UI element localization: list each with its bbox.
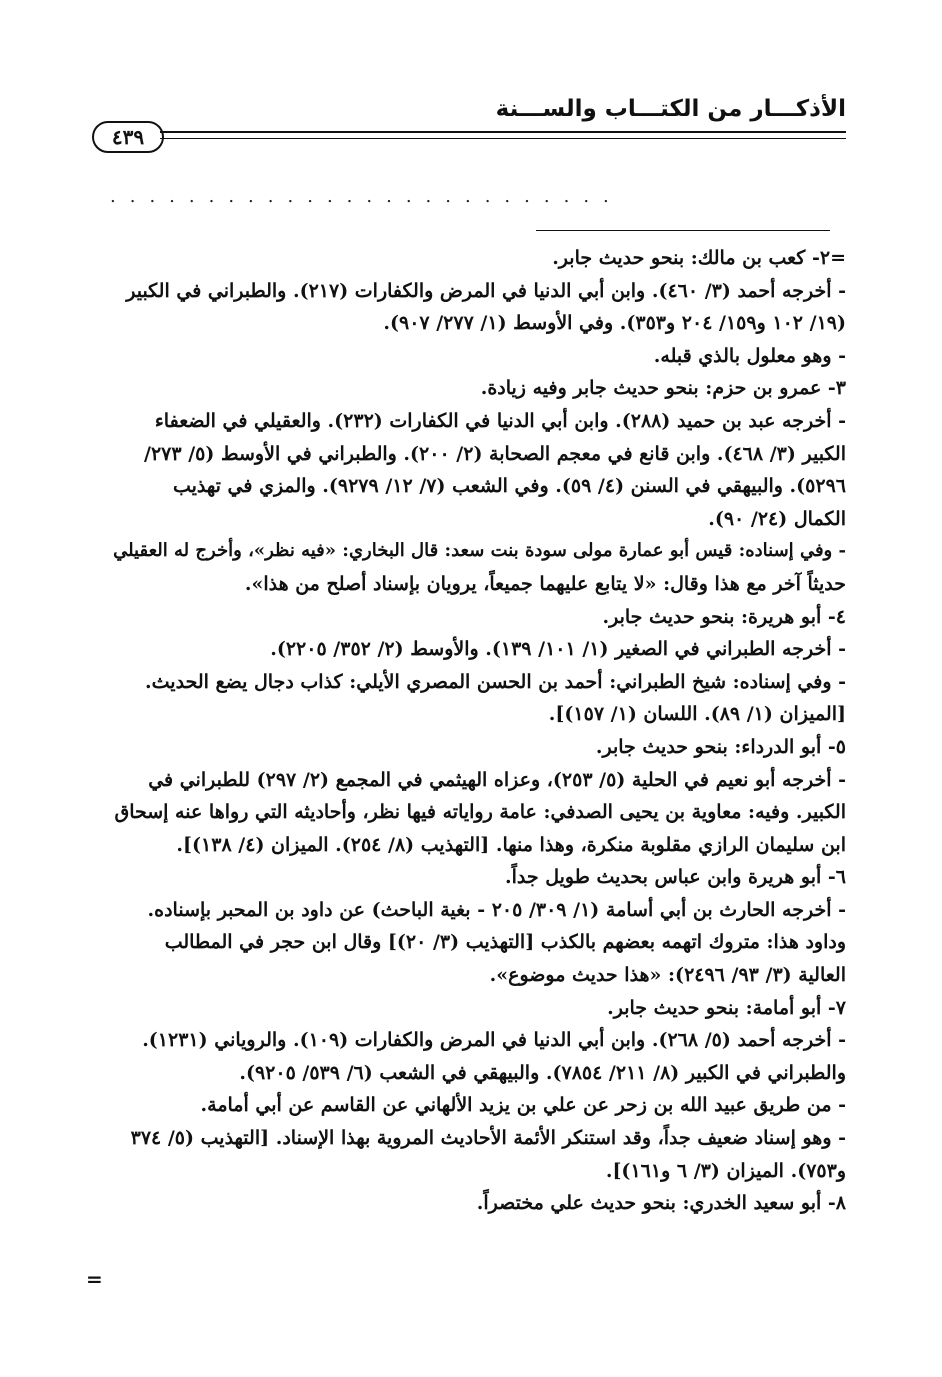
text-line: ٥- أبو الدرداء: بنحو حديث جابر. [595, 735, 846, 758]
text-line: - أخرجه أحمد (٥/ ٢٦٨). وابن أبي الدنيا في المرض والكفارات (١٠٩). والروياني (١٢٣١). [142, 1029, 846, 1052]
text-line: [الميزان (١/ ٨٩). اللسان (١/ ١٥٧)]. [548, 703, 846, 726]
text-line: - أخرجه أبو نعيم في الحلية (٥/ ٢٥٣)، وعزاه الهيثمي في المجمع (٢/ ٢٩٧) للطبراني في [148, 768, 846, 791]
text-line: والطبراني في الكبير (٨/ ٢١١/ ٧٨٥٤). والبيهقي في الشعب (٦/ ٥٣٩/ ٩٢٠٥). [239, 1061, 846, 1084]
text-line: - وفي إسناده: شيخ الطبراني: أحمد بن الحسن المصري الأيلي: كذاب دجال يضع الحديث. [145, 670, 846, 693]
text-line: الكبير (٣/ ٤٦٨). وابن قانع في معجم الصحابة (٢/ ٢٠٠). والطبراني في الأوسط (٥/ ٢٧٣/ [144, 442, 846, 465]
text-line: - من طريق عبيد الله بن زحر عن علي بن يزيد الألهاني عن القاسم عن أبي أمامة. [200, 1094, 846, 1117]
text-line: الكمال (٢٤/ ٩٠). [708, 507, 846, 530]
text-line: ٨- أبو سعيد الخدري: بنحو حديث علي مختصراً. [476, 1192, 846, 1215]
text-line: (١٩/ ١٠٢ و١٥٩/ ٢٠٤ و٣٥٣). وفي الأوسط (١/ ٢٧٧/ ٩٠٧). [383, 312, 846, 335]
text-line: ٤- أبو هريرة: بنحو حديث جابر. [602, 605, 846, 628]
text-line: - أخرجه عبد بن حميد (٢٨٨). وابن أبي الدنيا في الكفارات (٢٣٢). والعقيلي في الضعفاء [154, 409, 846, 432]
text-line: الكبير. وفيه: معاوية بن يحيى الصدفي: عامة رواياته فيها نظر، وأحاديثه التي رواها عنه إسحاق [114, 801, 846, 824]
text-line: ٦- أبو هريرة وابن عباس بحديث طويل جداً. [505, 866, 846, 889]
text-line: ٥٢٩٦). والبيهقي في السنن (٤/ ٥٩). وفي الشعب (٧/ ١٢/ ٩٢٧٩). والمزي في تهذيب [172, 475, 846, 498]
footnote-text [96, 242, 846, 1220]
text-line: - أخرجه الحارث بن أبي أسامة (١/ ٣٠٩/ ٢٠٥ - بغية الباحث) عن داود بن المحبر بإسناده. [147, 898, 846, 921]
text-line: - أخرجه أحمد (٣/ ٤٦٠). وابن أبي الدنيا في المرض والكفارات (٢١٧). والطبراني في الكبير [126, 279, 846, 302]
book-title: الأذكـــار من الكتـــاب والســـنة [495, 96, 846, 122]
text-line: - وهو إسناد ضعيف جداً، وقد استنكر الأئمة الأحاديث المروية بهذا الإسناد. [التهذيب (٥/ ٣٧٤ [130, 1127, 846, 1150]
header-rule-thin [160, 138, 846, 139]
text-line: =٢- كعب بن مالك: بنحو حديث جابر. [552, 247, 846, 269]
text-line: وداود هذا: متروك اتهمه بعضهم بالكذب [التهذيب (٣/ ٢٠)] وقال ابن حجر في المطالب [164, 931, 846, 954]
text-line: ٣- عمرو بن حزم: بنحو حديث جابر وفيه زيادة. [480, 377, 846, 400]
page-number: ٤٣٩ [92, 121, 164, 153]
text-line: ٧- أبو أمامة: بنحو حديث جابر. [607, 996, 846, 1019]
text-line: - وفي إسناده: قيس أبو عمارة مولى سودة بنت سعد: قال البخاري: «فيه نظر»، وأخرج له العقيلي [113, 540, 846, 562]
continuation-mark: = [86, 1267, 103, 1291]
text-line: العالية (٣/ ٩٣/ ٢٤٩٦): «هذا حديث موضوع». [489, 964, 846, 987]
text-line: ابن سليمان الرازي مقلوبة منكرة، وهذا منها. [التهذيب (٨/ ٢٥٤). الميزان (٤/ ١٣٨)]. [176, 833, 846, 856]
footnote-rule [536, 230, 830, 231]
text-line: و٧٥٣). الميزان (٣/ ٦ و١٦١)]. [605, 1159, 846, 1182]
text-line: حديثاً آخر مع هذا وقال: «لا يتابع عليهما جميعاً، يرويان بإسناد أصلح من هذا». [244, 572, 846, 595]
text-line: - أخرجه الطبراني في الصغير (١/ ١٠١/ ١٣٩). والأوسط (٢/ ٣٥٢/ ٢٢٠٥). [270, 638, 846, 661]
text-line: - وهو معلول بالذي قبله. [653, 344, 846, 367]
header-rule [160, 131, 846, 133]
separator-dots: .......................... [110, 186, 623, 207]
